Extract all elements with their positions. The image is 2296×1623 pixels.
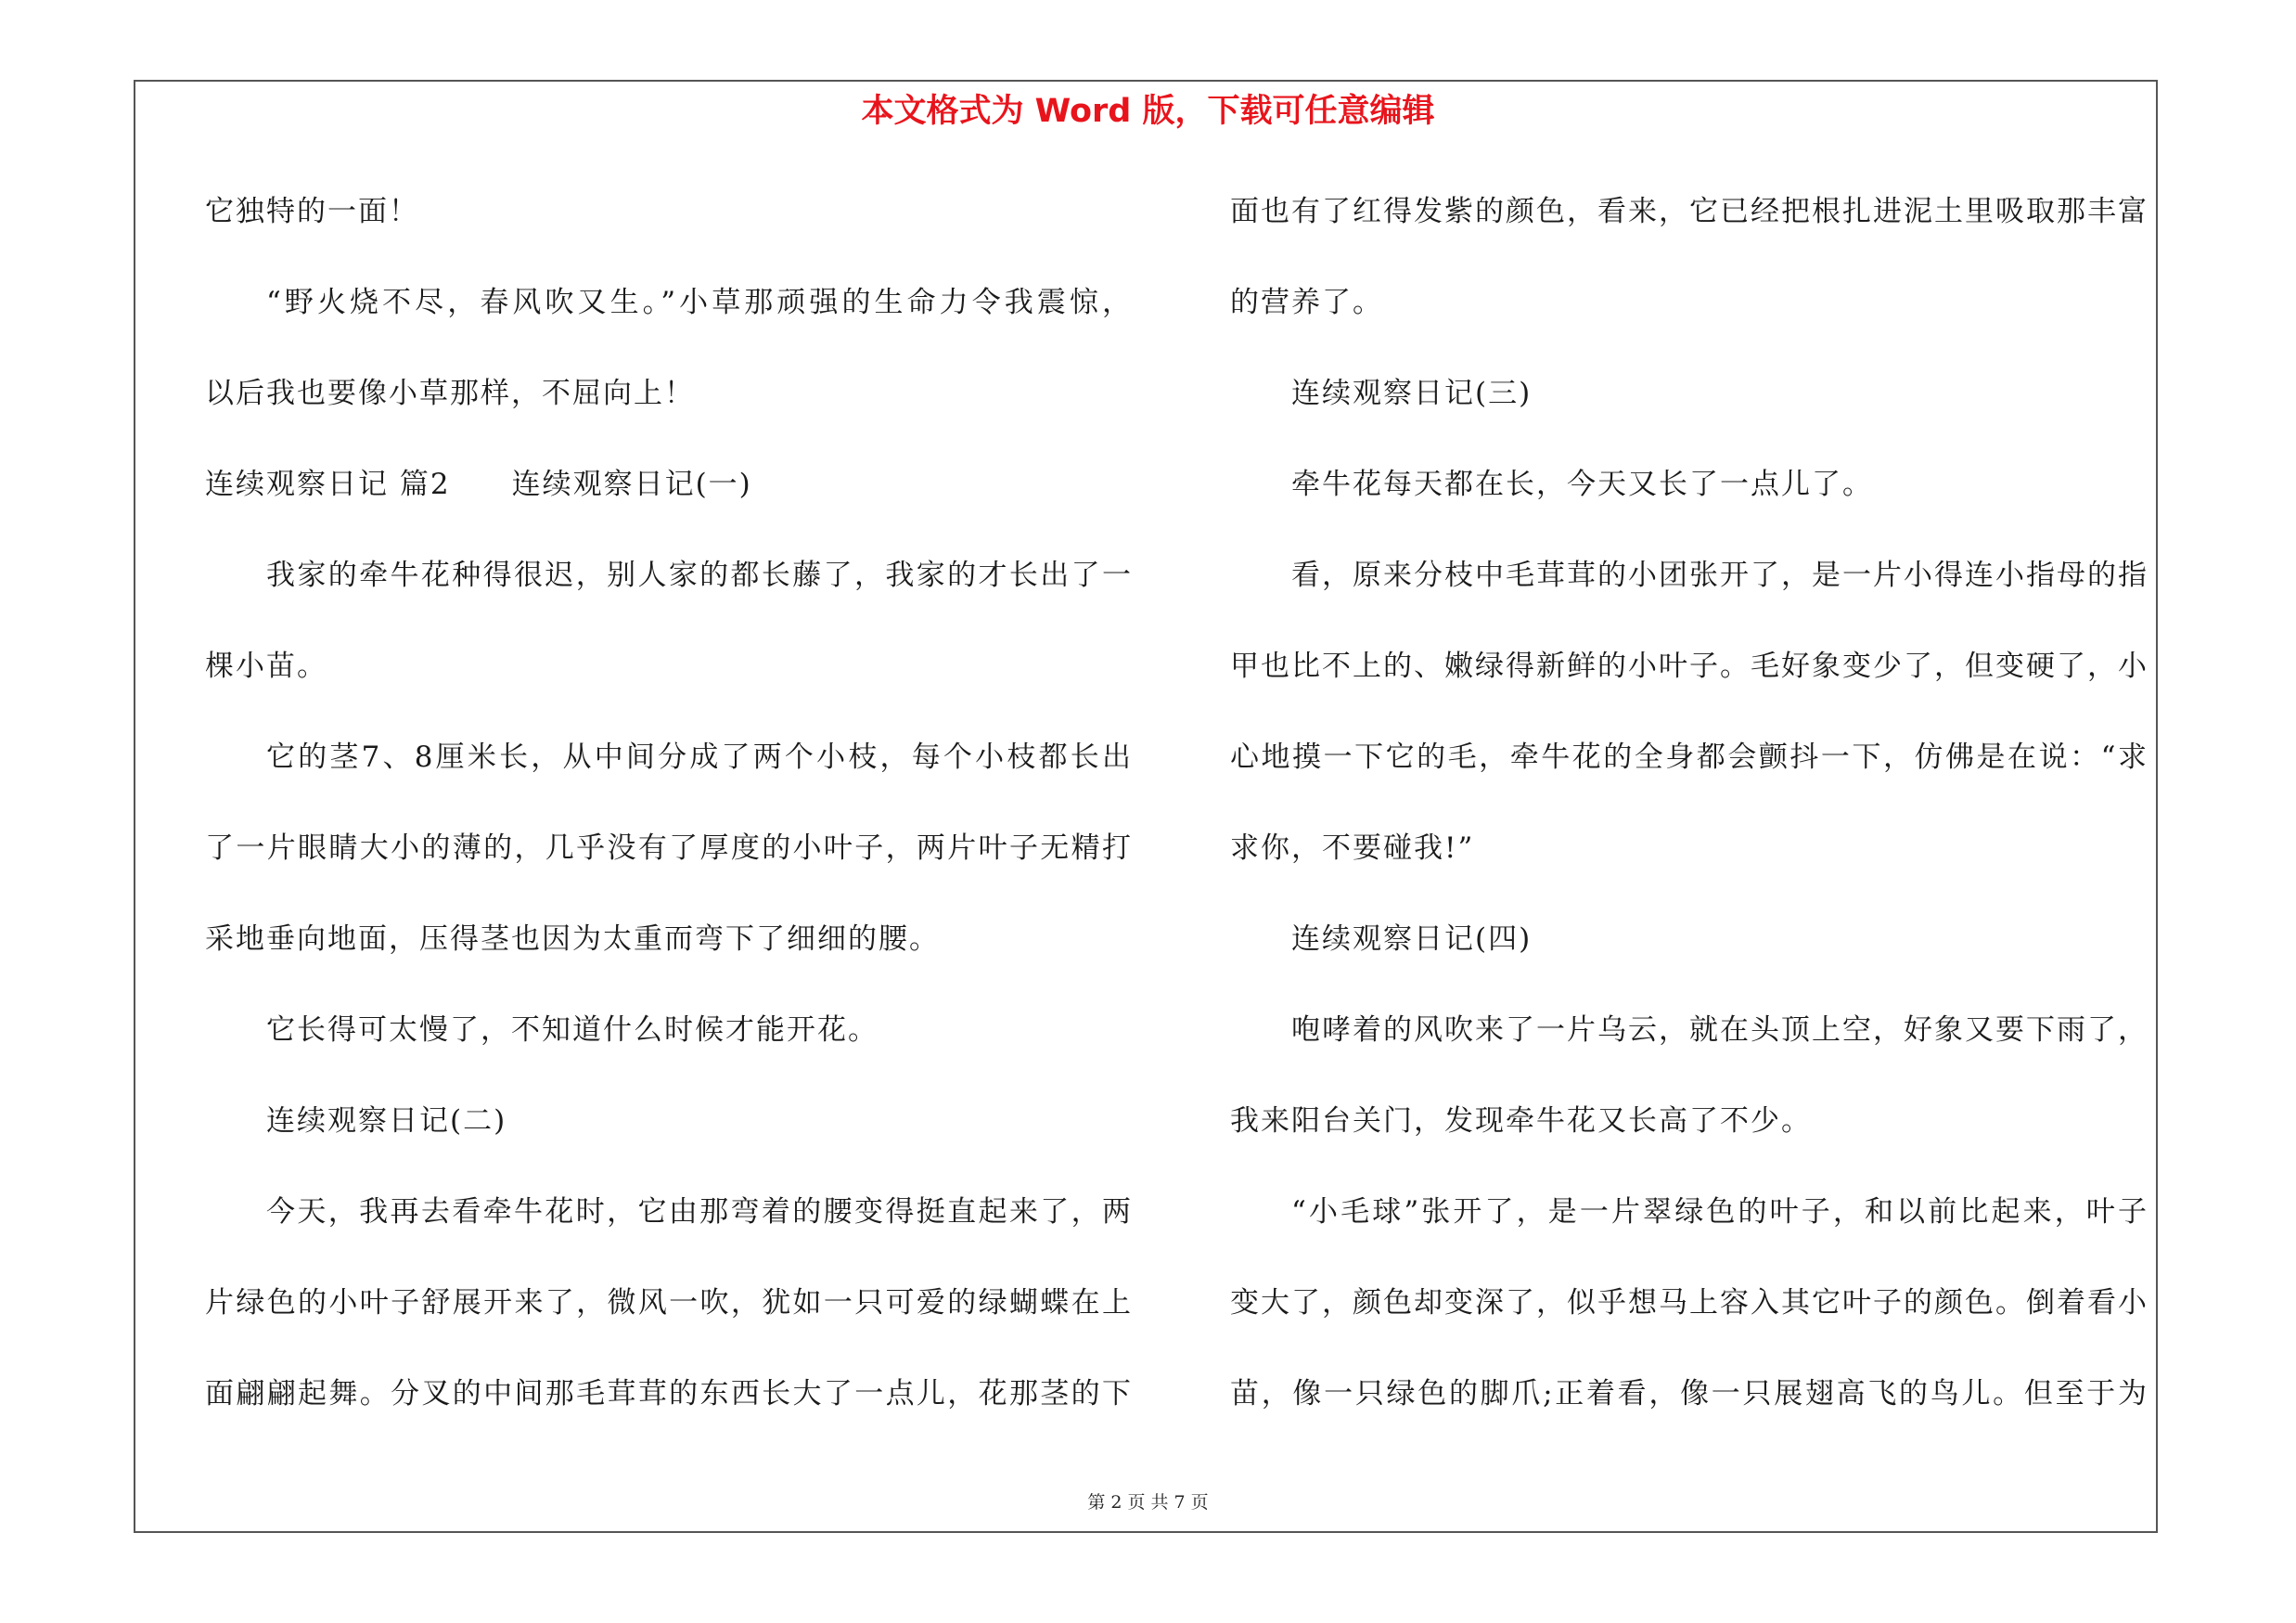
text-line: 了一片眼睛大小的薄的，几乎没有了厚度的小叶子，两片叶子无精打 — [205, 831, 1133, 865]
text-line: 片绿色的小叶子舒展开来了，微风一吹，犹如一只可爱的绿蝴蝶在上 — [205, 1286, 1133, 1320]
text-line: 它独特的一面！ — [205, 195, 419, 228]
text-line: 连续观察日记(四) — [1291, 922, 1533, 956]
text-line: 牵牛花每天都在长，今天又长了一点儿了。 — [1291, 468, 1873, 501]
text-line: 今天，我再去看牵牛花时，它由那弯着的腰变得挺直起来了，两 — [266, 1195, 1133, 1229]
right-column — [1230, 182, 2148, 1455]
text-line: 变大了，颜色却变深了，似乎想马上容入其它叶子的颜色。倒着看小 — [1230, 1286, 2148, 1320]
text-line: 以后我也要像小草那样，不屈向上！ — [205, 377, 695, 410]
text-line: 心地摸一下它的毛，牵牛花的全身都会颤抖一下，仿佛是在说：“求 — [1230, 741, 2148, 774]
page-number: 第 2 页 共 7 页 — [1087, 1492, 1209, 1513]
text-line: 苗，像一只绿色的脚爪;正着看，像一只展翅高飞的鸟儿。但至于为 — [1230, 1377, 2148, 1410]
text-line: 看，原来分枝中毛茸茸的小团张开了，是一片小得连小指母的指 — [1291, 559, 2148, 592]
text-line: 的营养了。 — [1230, 286, 1383, 319]
text-line: 连续观察日记(三) — [1291, 377, 1533, 410]
text-line: 它长得可太慢了，不知道什么时候才能开花。 — [266, 1013, 879, 1047]
text-line: 连续观察日记 篇2 连续观察日记(一) — [205, 468, 752, 501]
text-line: 面也有了红得发紫的颜色，看来，它已经把根扎进泥土里吸取那丰富 — [1230, 195, 2148, 228]
text-line: 咆哮着的风吹来了一片乌云，就在头顶上空，好象又要下雨了， — [1291, 1013, 2148, 1047]
text-line: 求你，不要碰我!” — [1230, 831, 1475, 865]
text-line: 连续观察日记(二) — [266, 1104, 507, 1138]
text-line: 采地垂向地面，压得茎也因为太重而弯下了细细的腰。 — [205, 922, 940, 956]
text-line: “野火烧不尽，春风吹又生。”小草那顽强的生命力令我震惊， — [266, 286, 1133, 319]
left-column — [205, 182, 1133, 1455]
text-line: 它的茎7、8厘米长，从中间分成了两个小枝，每个小枝都长出 — [266, 741, 1133, 774]
text-line: 甲也比不上的、嫩绿得新鲜的小叶子。毛好象变少了，但变硬了，小 — [1230, 650, 2148, 683]
text-line: “小毛球”张开了，是一片翠绿色的叶子，和以前比起来，叶子 — [1291, 1195, 2148, 1229]
header-banner: 本文格式为 Word 版，下载可任意编辑 — [861, 93, 1435, 130]
text-line: 棵小苗。 — [205, 650, 327, 683]
text-line: 我来阳台关门，发现牵牛花又长高了不少。 — [1230, 1104, 1812, 1138]
text-line: 我家的牵牛花种得很迟，别人家的都长藤了，我家的才长出了一 — [266, 559, 1133, 592]
text-line: 面翩翩起舞。分叉的中间那毛茸茸的东西长大了一点儿，花那茎的下 — [205, 1377, 1133, 1410]
